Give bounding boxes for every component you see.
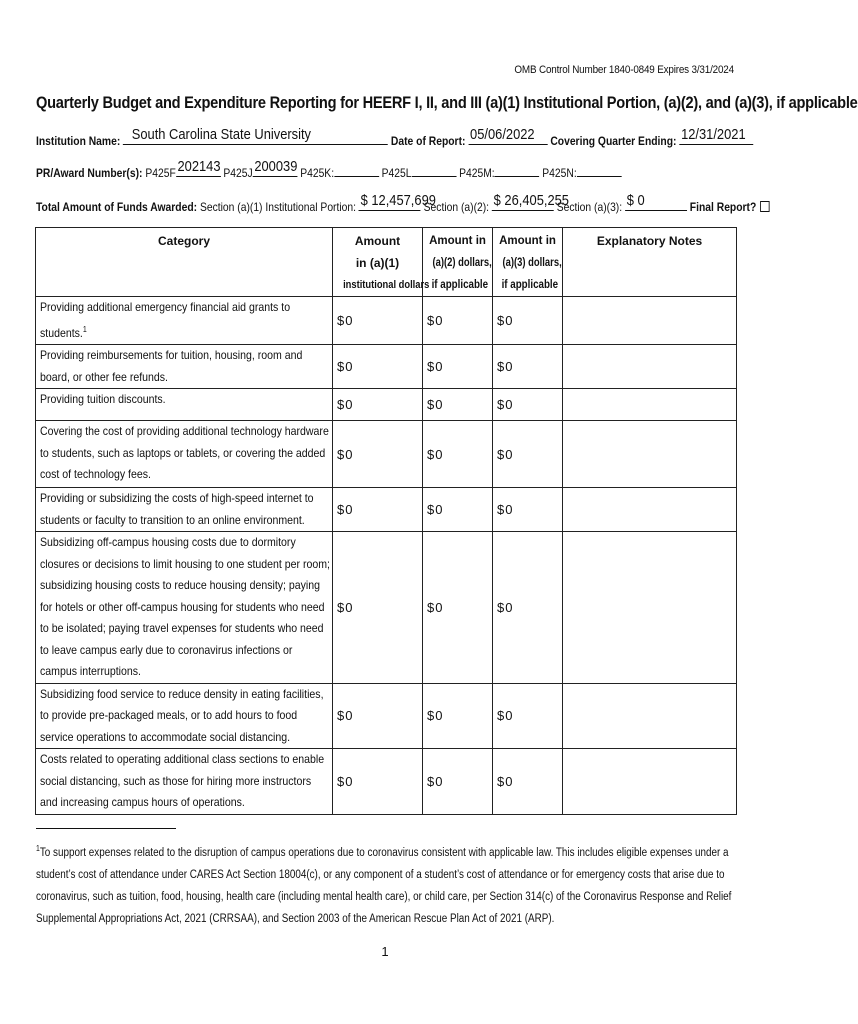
p425m-label: P425M: <box>459 166 495 180</box>
final-report-label: Final Report? <box>689 200 757 214</box>
institution-line <box>36 126 753 148</box>
p425f-label: P425F <box>145 166 176 180</box>
a3-amount-cell[interactable]: $0 <box>493 532 563 684</box>
footnote-ref: 1 <box>82 324 87 334</box>
a1-amount-cell[interactable]: $0 <box>333 421 423 488</box>
p425k-label: P425K: <box>300 166 335 180</box>
a2-total-value: $ 26,405,255 <box>493 192 569 209</box>
final-report-checkbox[interactable] <box>760 201 769 212</box>
a1-amount-cell[interactable]: $0 <box>333 389 423 421</box>
a3-label: Section (a)(3): <box>556 200 623 214</box>
a2-amount-cell[interactable]: $0 <box>423 488 493 532</box>
a2-amount-cell[interactable]: $0 <box>423 421 493 488</box>
a2-amount-cell[interactable]: $0 <box>423 749 493 815</box>
category-text: Providing tuition discounts. <box>40 392 166 406</box>
a3-amount-cell[interactable]: $0 <box>493 389 563 421</box>
category-cell <box>36 389 333 421</box>
a3-amount-cell[interactable]: $0 <box>493 297 563 345</box>
p425f-value: 202143 <box>177 158 221 175</box>
a2-amount-cell[interactable]: $0 <box>423 345 493 389</box>
a3-total-field[interactable] <box>625 192 687 211</box>
p425l-field[interactable] <box>412 164 457 177</box>
date-label: Date of Report: <box>390 134 466 148</box>
header-a1 <box>333 228 430 297</box>
table-row <box>36 532 737 684</box>
a1-amount-cell[interactable]: $0 <box>333 488 423 532</box>
date-value: 05/06/2022 <box>470 126 535 143</box>
p425m-field[interactable] <box>495 164 540 177</box>
header-category: Category <box>36 228 333 297</box>
a1-total-field[interactable] <box>359 192 436 211</box>
footnote-marker: 1 <box>36 844 40 853</box>
a2-total-field[interactable] <box>492 192 569 211</box>
a2-amount-cell[interactable]: $0 <box>423 297 493 345</box>
category-text: Providing reimbursements for tuition, housing, room and board, or other fee refunds. <box>40 348 303 384</box>
table-row <box>36 683 737 749</box>
a3-amount-cell[interactable]: $0 <box>493 749 563 815</box>
a1-amount-cell[interactable]: $0 <box>333 532 423 684</box>
a3-total-value: $ 0 <box>626 192 645 209</box>
category-cell <box>36 683 333 749</box>
a2-amount-cell[interactable]: $0 <box>423 532 493 684</box>
category-cell <box>36 532 333 684</box>
footnote-text: To support expenses related to the disruption of campus operations due to coronavirus consistent with applicable law. This includes eligible expenses under a student’s cost of attendance under CARES Act Section 18004(c), or any component of a student’s cost of attendance or for emergency costs that arise due to coronavirus, such as tuition, food, housing, health care (including mental health care), or child care, per Section 314(c) of the Coronavirus Response and Relief Supplemental Appropriations Act, 2021 (CRRSAA), and Section 2003 of the American Rescue Plan Act of 2021 (ARP). <box>36 846 732 925</box>
total-funds-line <box>36 192 769 214</box>
notes-cell[interactable] <box>563 345 737 389</box>
header-a1-line1: Amount <box>354 234 401 248</box>
a1-amount-cell[interactable]: $0 <box>333 683 423 749</box>
a2-amount-cell[interactable]: $0 <box>423 683 493 749</box>
header-a1-line3: institutional dollars <box>343 279 430 291</box>
category-cell <box>36 421 333 488</box>
a1-total-value: $ 12,457,699 <box>360 192 436 209</box>
expenditure-table <box>35 227 737 815</box>
a1-label: Section (a)(1) Institutional Portion: <box>199 200 357 214</box>
page-number: 1 <box>381 944 389 959</box>
category-text: Covering the cost of providing additional technology hardware to students, such as laptops or tablets, or covering the added cost of technology fees. <box>40 424 329 481</box>
header-a2-line2: (a)(2) dollars, <box>432 257 492 269</box>
form-title: Quarterly Budget and Expenditure Reporting for HEERF I, II, and III (a)(1) Institutional Portion, (a)(2), and (a)(3), if applicable <box>36 93 858 112</box>
institution-name-field[interactable] <box>123 126 388 145</box>
p425j-field[interactable] <box>253 158 298 177</box>
category-cell <box>36 297 333 345</box>
footnote-divider <box>36 828 176 829</box>
notes-cell[interactable] <box>563 421 737 488</box>
p425n-field[interactable] <box>577 164 622 177</box>
award-label: PR/Award Number(s): <box>36 166 143 180</box>
category-text: Subsidizing food service to reduce density in eating facilities, to provide pre-packaged meals, or to add hours to food service operations to accommodate social distancing. <box>40 686 324 744</box>
table-row <box>36 297 737 345</box>
p425f-field[interactable] <box>176 158 221 177</box>
header-a2-line1: Amount in <box>429 235 486 247</box>
a1-amount-cell[interactable]: $0 <box>333 345 423 389</box>
table-row <box>36 421 737 488</box>
award-line <box>36 158 621 180</box>
category-cell <box>36 345 333 389</box>
a2-label: Section (a)(2): <box>423 200 490 214</box>
p425l-label: P425L <box>381 166 412 180</box>
a3-amount-cell[interactable]: $0 <box>493 683 563 749</box>
header-a3-line2: (a)(3) dollars, <box>502 257 562 269</box>
category-cell <box>36 749 333 815</box>
institution-name-value: South Carolina State University <box>131 126 312 143</box>
quarter-field[interactable] <box>679 126 753 145</box>
header-a1-line2: in (a)(1) <box>355 256 400 270</box>
a3-amount-cell[interactable]: $0 <box>493 345 563 389</box>
header-a2 <box>423 228 493 297</box>
p425n-label: P425N: <box>542 166 577 180</box>
date-field[interactable] <box>468 126 547 145</box>
category-text: Providing additional emergency financial aid grants to students. <box>40 300 291 340</box>
p425j-label: P425J <box>223 166 253 180</box>
header-notes: Explanatory Notes <box>563 228 737 297</box>
category-text: Subsidizing off-campus housing costs due to dormitory closures or decisions to limit housing to one student per room; subsidizing housing costs to reduce housing density; paying for hotels or other off-campus housing for students who need to be isolated; paying travel expenses for students who need to leave campus early due to coronavirus infections or campus interruptions. <box>40 535 330 678</box>
a3-amount-cell[interactable]: $0 <box>493 421 563 488</box>
header-a2-line3: if applicable <box>431 279 489 291</box>
table-row <box>36 345 737 389</box>
p425j-value: 200039 <box>254 158 298 175</box>
notes-cell[interactable] <box>563 297 737 345</box>
total-label: Total Amount of Funds Awarded: <box>36 200 198 214</box>
category-text: Costs related to operating additional class sections to enable social distancing, such as those for hiring more instructors and increasing campus hours of operations. <box>40 752 325 809</box>
notes-cell[interactable] <box>563 389 737 421</box>
table-row <box>36 488 737 532</box>
notes-cell[interactable] <box>563 683 737 749</box>
notes-cell[interactable] <box>563 749 737 815</box>
header-a3-line1: Amount in <box>499 235 556 247</box>
category-text: Providing or subsidizing the costs of high-speed internet to students or faculty to transition to an online environment. <box>40 491 314 527</box>
a1-amount-cell[interactable]: $0 <box>333 297 423 345</box>
notes-cell[interactable] <box>563 532 737 684</box>
institution-label: Institution Name: <box>36 134 121 148</box>
footnote <box>36 838 741 930</box>
category-cell <box>36 488 333 532</box>
a1-amount-cell[interactable]: $0 <box>333 749 423 815</box>
table-row <box>36 749 737 815</box>
quarter-value: 12/31/2021 <box>681 126 746 143</box>
p425k-field[interactable] <box>334 164 379 177</box>
a3-amount-cell[interactable]: $0 <box>493 488 563 532</box>
quarter-label: Covering Quarter Ending: <box>550 134 677 148</box>
omb-control-number: OMB Control Number 1840-0849 Expires 3/31/2024 <box>514 64 734 76</box>
a2-amount-cell[interactable]: $0 <box>423 389 493 421</box>
header-a3 <box>493 228 563 297</box>
notes-cell[interactable] <box>563 488 737 532</box>
header-a3-line3: if applicable <box>501 279 559 291</box>
table-row <box>36 389 737 421</box>
